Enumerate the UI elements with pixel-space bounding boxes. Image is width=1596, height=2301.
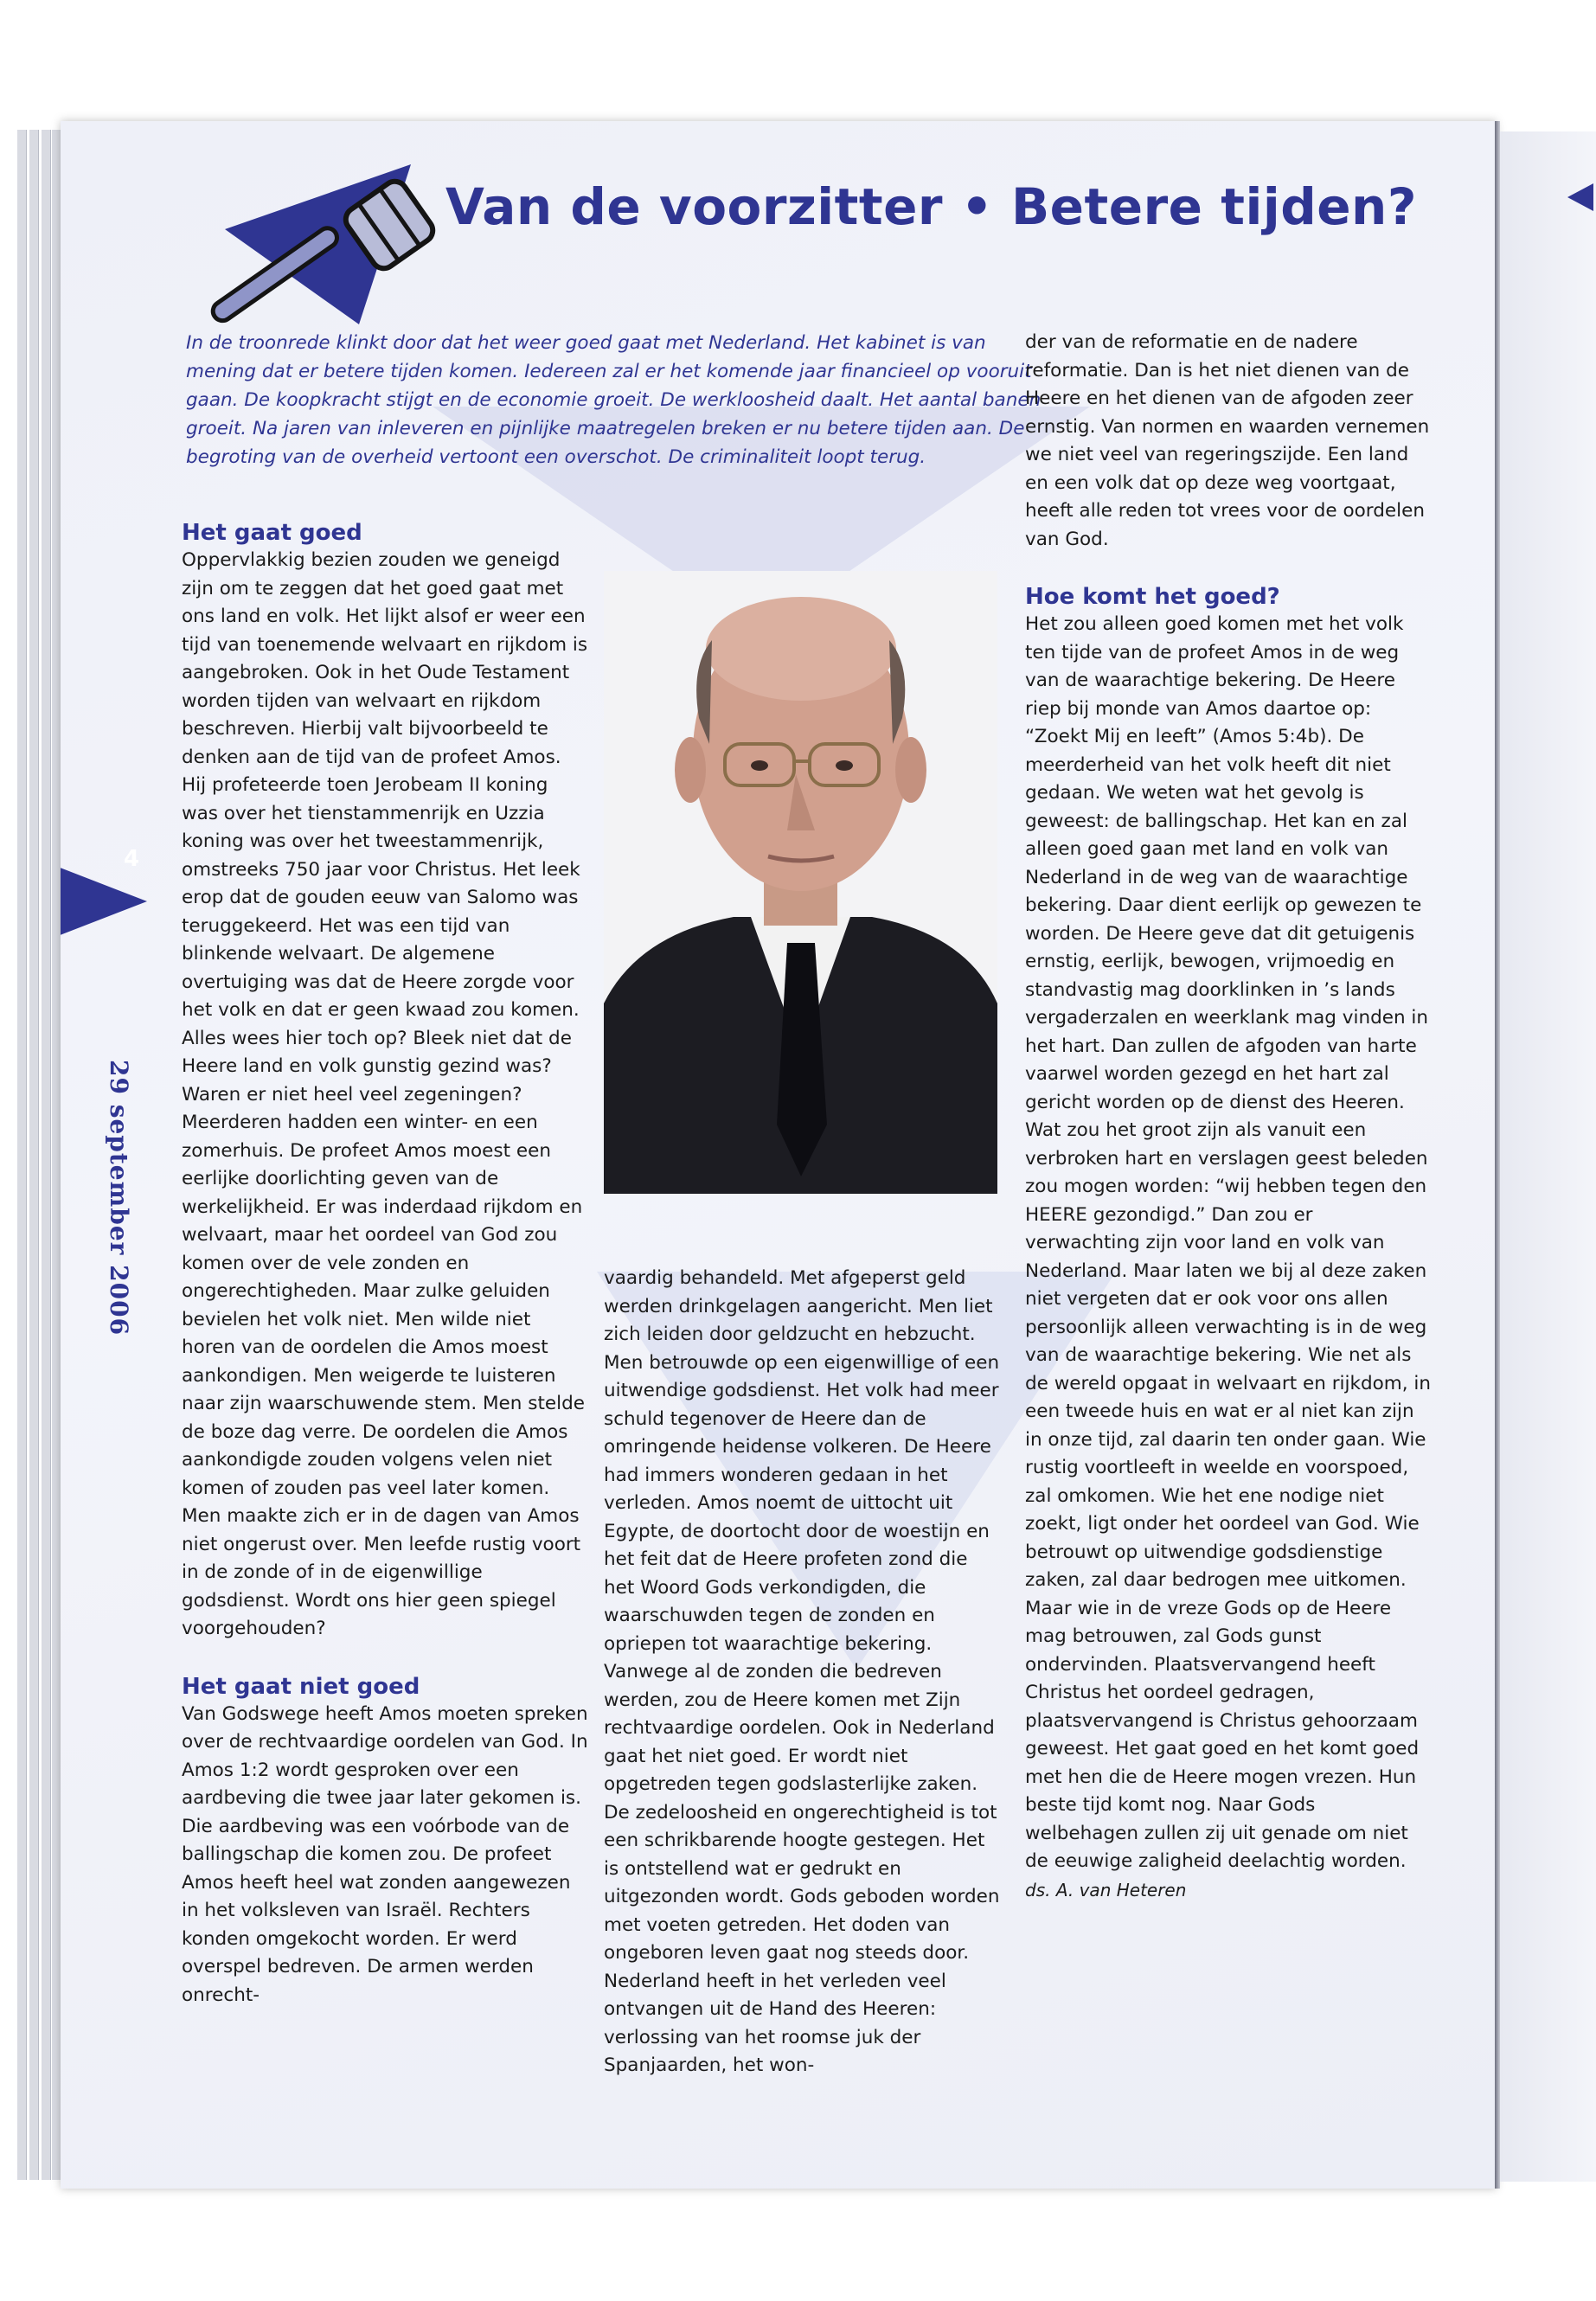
- section-paragraph: Het zou alleen goed komen met het volk ten tijde van de profeet Amos in de weg van de waarachtige bekering. De Heere riep bij monde van Amos daartoe op: “Zoekt Mij en leeft” (Amos 5:4b). De meerderheid van het volk heeft dit niet gedaan. We weten wat het gevolg is geweest: de ballingschap. Het kan en zal alleen goed gaan met land en volk van Nederland in de weg van de waarachtige bekering. Daar dient eerlijk op gewezen te worden. De Heere geve dat dit getuigenis ernstig, eerlijk, bewogen, vrijmoedig en standvastig mag doorklinken in ’s lands vergaderzalen en weerklank mag vinden in het hart. Dan zullen de afgoden van harte vaarwel worden gezegd en het hart zal gericht worden op de dienst des Heeren. Wat zou het groot zijn als vanuit een verbroken hart en verslagen geest beleden zou mogen worden: “wij hebben tegen den HEERE gezondigd.” Dan zou er verwachting zijn voor land en volk van Nederland. Maar laten we bij al deze zaken niet vergeten dat er ook voor ons allen persoonlijk alleen verwachting is in de weg van de waarachtige bekering. Wie net als de wereld opgaat in welvaart en rijkdom, in een tweede huis en wat er al niet kan zijn in onze tijd, zal daarin ten onder gaan. Wie rustig voortleeft in weelde en voorspoed, zal omkomen. Wie het ene nodige niet zoekt, ligt onder het oordeel van God. Wie betrouwt op uitwendige godsdienstige zaken, zal daar bedrogen mee uitkomen. Maar wie in de vreze Gods op de Heere mag betrouwen, zal Gods gunst ondervinden. Plaatsvervangend heeft Christus het oordeel gedragen, plaatsvervangend is Christus gehoorzaam geweest. Het gaat goed en het komt goed met hen die de Heere mogen vrezen. Hun beste tijd komt nog. Naar Gods welbehagen zullen zij uit genade om niet de eeuwige zaligheid deelachtig worden.: [1025, 613, 1431, 1872]
- author-signature: ds. A. van Heteren: [1025, 1879, 1187, 1900]
- section-heading-het-gaat-goed: Het gaat goed: [182, 520, 362, 546]
- section-paragraph-col1-part: Van Godswege heeft Amos moeten spreken over de rechtvaardige oordelen van God. In Amos 1:2 wordt gesproken over een aardbeving die twee jaar later gekomen is. Die aardbeving was een voórbode van de ballingschap die komen zou. De profeet Amos heeft heel wat zonden aangewezen in het volksleven van Israël. Rechters konden omgekocht worden. Er werd overspel bedreven. De armen werden onrecht-: [182, 1702, 588, 2006]
- page-number: 4: [123, 846, 140, 872]
- section-paragraph-col3-part: der van de reformatie en de nadere reformatie. Dan is het niet dienen van de Heere en het dienen van de afgoden zeer ernstig. Van normen en waarden vernemen we niet veel van regeringszijde. Een land en een volk dat op deze weg voortgaat, heeft alle reden tot vrees voor de oordelen van God.: [1025, 331, 1430, 550]
- section-spacer: [1025, 554, 1432, 583]
- magazine-page: [61, 121, 1497, 2189]
- column-2: [604, 1265, 1002, 2080]
- gavel-logo-icon: [160, 138, 445, 341]
- facing-page-triangle-icon: [1567, 183, 1593, 211]
- section-paragraph-col2-part: vaardig behandeld. Met afgeperst geld werden drinkgelagen aangericht. Men liet zich leiden door geldzucht en hebzucht. Men betrouwde op een eigenwillige of een uitwendige godsdienst. Het volk had meer schuld tegenover de Heere dan de omringende heidense volkeren. De Heere had immers wonderen gedaan in het verleden. Amos noemt de uittocht uit Egypte, de doortocht door de woestijn en het feit dat de Heere profeten zond die het Woord Gods verkondigden, die waarschuwden tegen de zonden en opriepen tot waarachtige bekering. Vanwege al de zonden die bedreven werden, zou de Heere komen met Zijn rechtvaardige oordelen. Ook in Nederland gaat het niet goed. Er wordt niet opgetreden tegen godslasterlijke zaken. De zedeloosheid en ongerechtigheid is tot een schrikbarende hoogte gestegen. Het is ontstellend wat er gedrukt en uitgezonden wordt. Gods geboden worden met voeten getreden. Het doden van ongeboren leven gaat nog steeds door. Nederland heeft in het verleden veel ontvangen uit de Hand des Heeren: verlossing van het roomse juk der Spanjaarden, het won-: [604, 1267, 1000, 2076]
- facing-page-edge: [1500, 131, 1596, 2182]
- section-heading-het-gaat-niet-goed: Het gaat niet goed: [182, 1673, 420, 1700]
- intro-text: In de troonrede klinkt door dat het weer goed gaat met Nederland. Het kabinet is van mening dat er betere tijden komen. Iedereen zal er het komende jaar financieel op vooruit gaan. De koopkracht stijgt en de economie groeit. De werkloosheid daalt. Het aantal banen groeit. Na jaren van inleveren en pijnlijke maatregelen breken er nu betere tijden aan. De begroting van de overheid vertoont een overschot. De criminaliteit loopt terug.: [186, 332, 1042, 468]
- section-paragraph: Oppervlakkig bezien zouden we geneigd zijn om te zeggen dat het goed gaat met ons land en volk. Het lijkt alsof er weer een tijd van toenemende welvaart en rijkdom is aangebroken. Ook in het Oude Testament worden tijden van welvaart en rijkdom beschreven. Hierbij valt bijvoorbeeld te denken aan de tijd van de profeet Amos. Hij profeteerde toen Jerobeam II koning was over het tienstammenrijk en Uzzia koning was over het tweestammenrijk, omstreeks 750 jaar voor Christus. Het leek erop dat de gouden eeuw van Salomo was teruggekeerd. Het was een tijd van blinkende welvaart. De algemene overtuiging was dat de Heere zorgde voor het volk en dat er geen kwaad zou komen. Alles wees hier toch op? Bleek niet dat de Heere land en volk gunstig gezind was? Waren er niet heel veel zegeningen? Meerderen hadden een winter- en een zomerhuis. De profeet Amos moest een eerlijke doorlichting geven van de werkelijkheid. Er was inderdaad rijkdom en welvaart, maar het oordeel van God zou komen over de vele zonden en ongerechtigheden. Maar zulke geluiden bevielen het volk niet. Men wilde niet horen van de oordelen die Amos moest aankondigen. Men weigerde te luisteren naar zijn waarschuwende stem. Men stelde de boze dag verre. De oordelen die Amos aankondigde zouden volgens velen niet komen of zouden pas veel later komen. Men maakte zich er in de dagen van Amos niet ongerust over. Men leefde rustig voort in de zonde of in de eigenwillige godsdienst. Wordt ons hier geen spiegel voorgehouden?: [182, 549, 588, 1639]
- portrait-photo: [604, 571, 997, 1194]
- issue-date: 29 september 2006: [105, 1060, 133, 1336]
- column-1: [182, 519, 588, 2009]
- page-stack-edge-3: [42, 130, 51, 2180]
- page-stack-edge-1: [17, 130, 27, 2180]
- section-spacer: [182, 1644, 588, 1673]
- column-3: [1025, 329, 1432, 1904]
- page-stack-edge-2: [29, 130, 39, 2180]
- page-title: Van de voorzitter • Betere tijden?: [445, 177, 1417, 236]
- section-heading-hoe-komt-het-goed: Hoe komt het goed?: [1025, 584, 1280, 610]
